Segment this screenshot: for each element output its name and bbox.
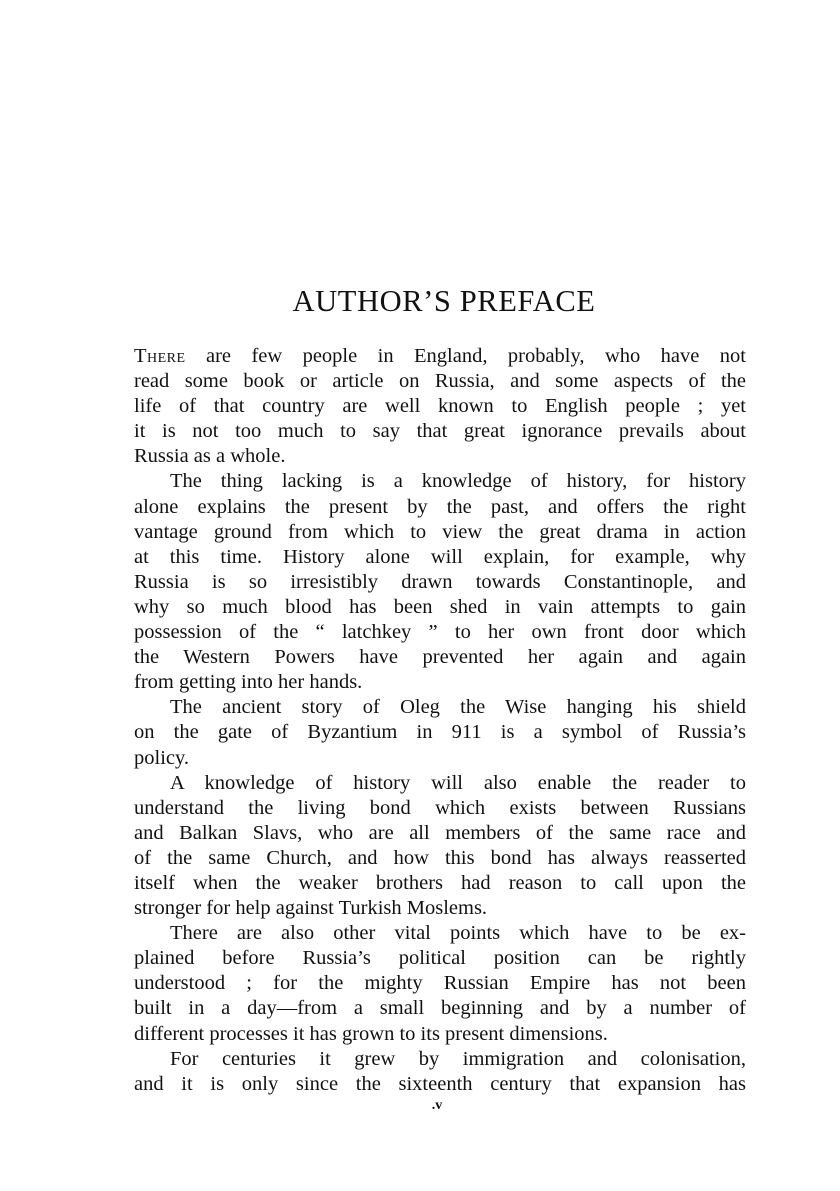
text-line: alone explains the present by the past, and offers the right: [134, 495, 746, 518]
first-word-smallcaps: There: [134, 345, 186, 367]
page-title: AUTHOR’S PREFACE: [292, 284, 596, 318]
text-line: possession of the “ latchkey ” to her own front door which: [134, 621, 746, 644]
text-line: Russia is so irresistibly drawn towards Constantinople, and: [134, 570, 746, 593]
text-line: For centuries it grew by immigration and colonisation,: [170, 1047, 746, 1070]
text-line: read some book or article on Russia, and some aspects of the: [134, 370, 746, 393]
preface-body: [134, 344, 746, 1097]
text-line: itself when the weaker brothers had reason to call upon the: [134, 871, 746, 894]
text-line: the Western Powers have prevented her again and again: [134, 646, 746, 669]
text-line: Russia as a whole.: [134, 445, 286, 468]
text-line: There are also other vital points which have to be ex-: [170, 922, 746, 945]
text-line: The ancient story of Oleg the Wise hanging his shield: [170, 696, 746, 719]
text-line: different processes it has grown to its present dimensions.: [134, 1022, 608, 1045]
text-line: understand the living bond which exists between Russians: [134, 796, 746, 819]
text-line: built in a day—from a small beginning and by a number of: [134, 997, 746, 1020]
text-line: The thing lacking is a knowledge of history, for history: [170, 470, 746, 493]
text-line: it is not too much to say that great ignorance prevails about: [134, 420, 746, 443]
text-line: vantage ground from which to view the great drama in action: [134, 520, 746, 543]
text-line: and it is only since the sixteenth century that expansion has: [134, 1072, 746, 1095]
text-line: at this time. History alone will explain, for example, why: [134, 545, 746, 568]
text-line: stronger for help against Turkish Moslems.: [134, 897, 488, 920]
text-line: from getting into her hands.: [134, 671, 363, 694]
text-line: A knowledge of history will also enable the reader to: [170, 771, 746, 794]
text-line: plained before Russia’s political position can be rightly: [134, 947, 746, 970]
text-line: understood ; for the mighty Russian Empire has not been: [134, 972, 746, 995]
text-line: [134, 344, 746, 369]
line-text: are few people in England, probably, who have not: [185, 345, 746, 367]
text-line: on the gate of Byzantium in 911 is a symbol of Russia’s: [134, 721, 746, 744]
text-line: and Balkan Slavs, who are all members of the same race and: [134, 821, 746, 844]
text-line: why so much blood has been shed in vain attempts to gain: [134, 595, 746, 618]
text-line: policy.: [134, 746, 190, 769]
text-line: of the same Church, and how this bond has always reasserted: [134, 846, 746, 869]
text-line: life of that country are well known to English people ; yet: [134, 395, 746, 418]
page-number: .v: [431, 1098, 443, 1113]
